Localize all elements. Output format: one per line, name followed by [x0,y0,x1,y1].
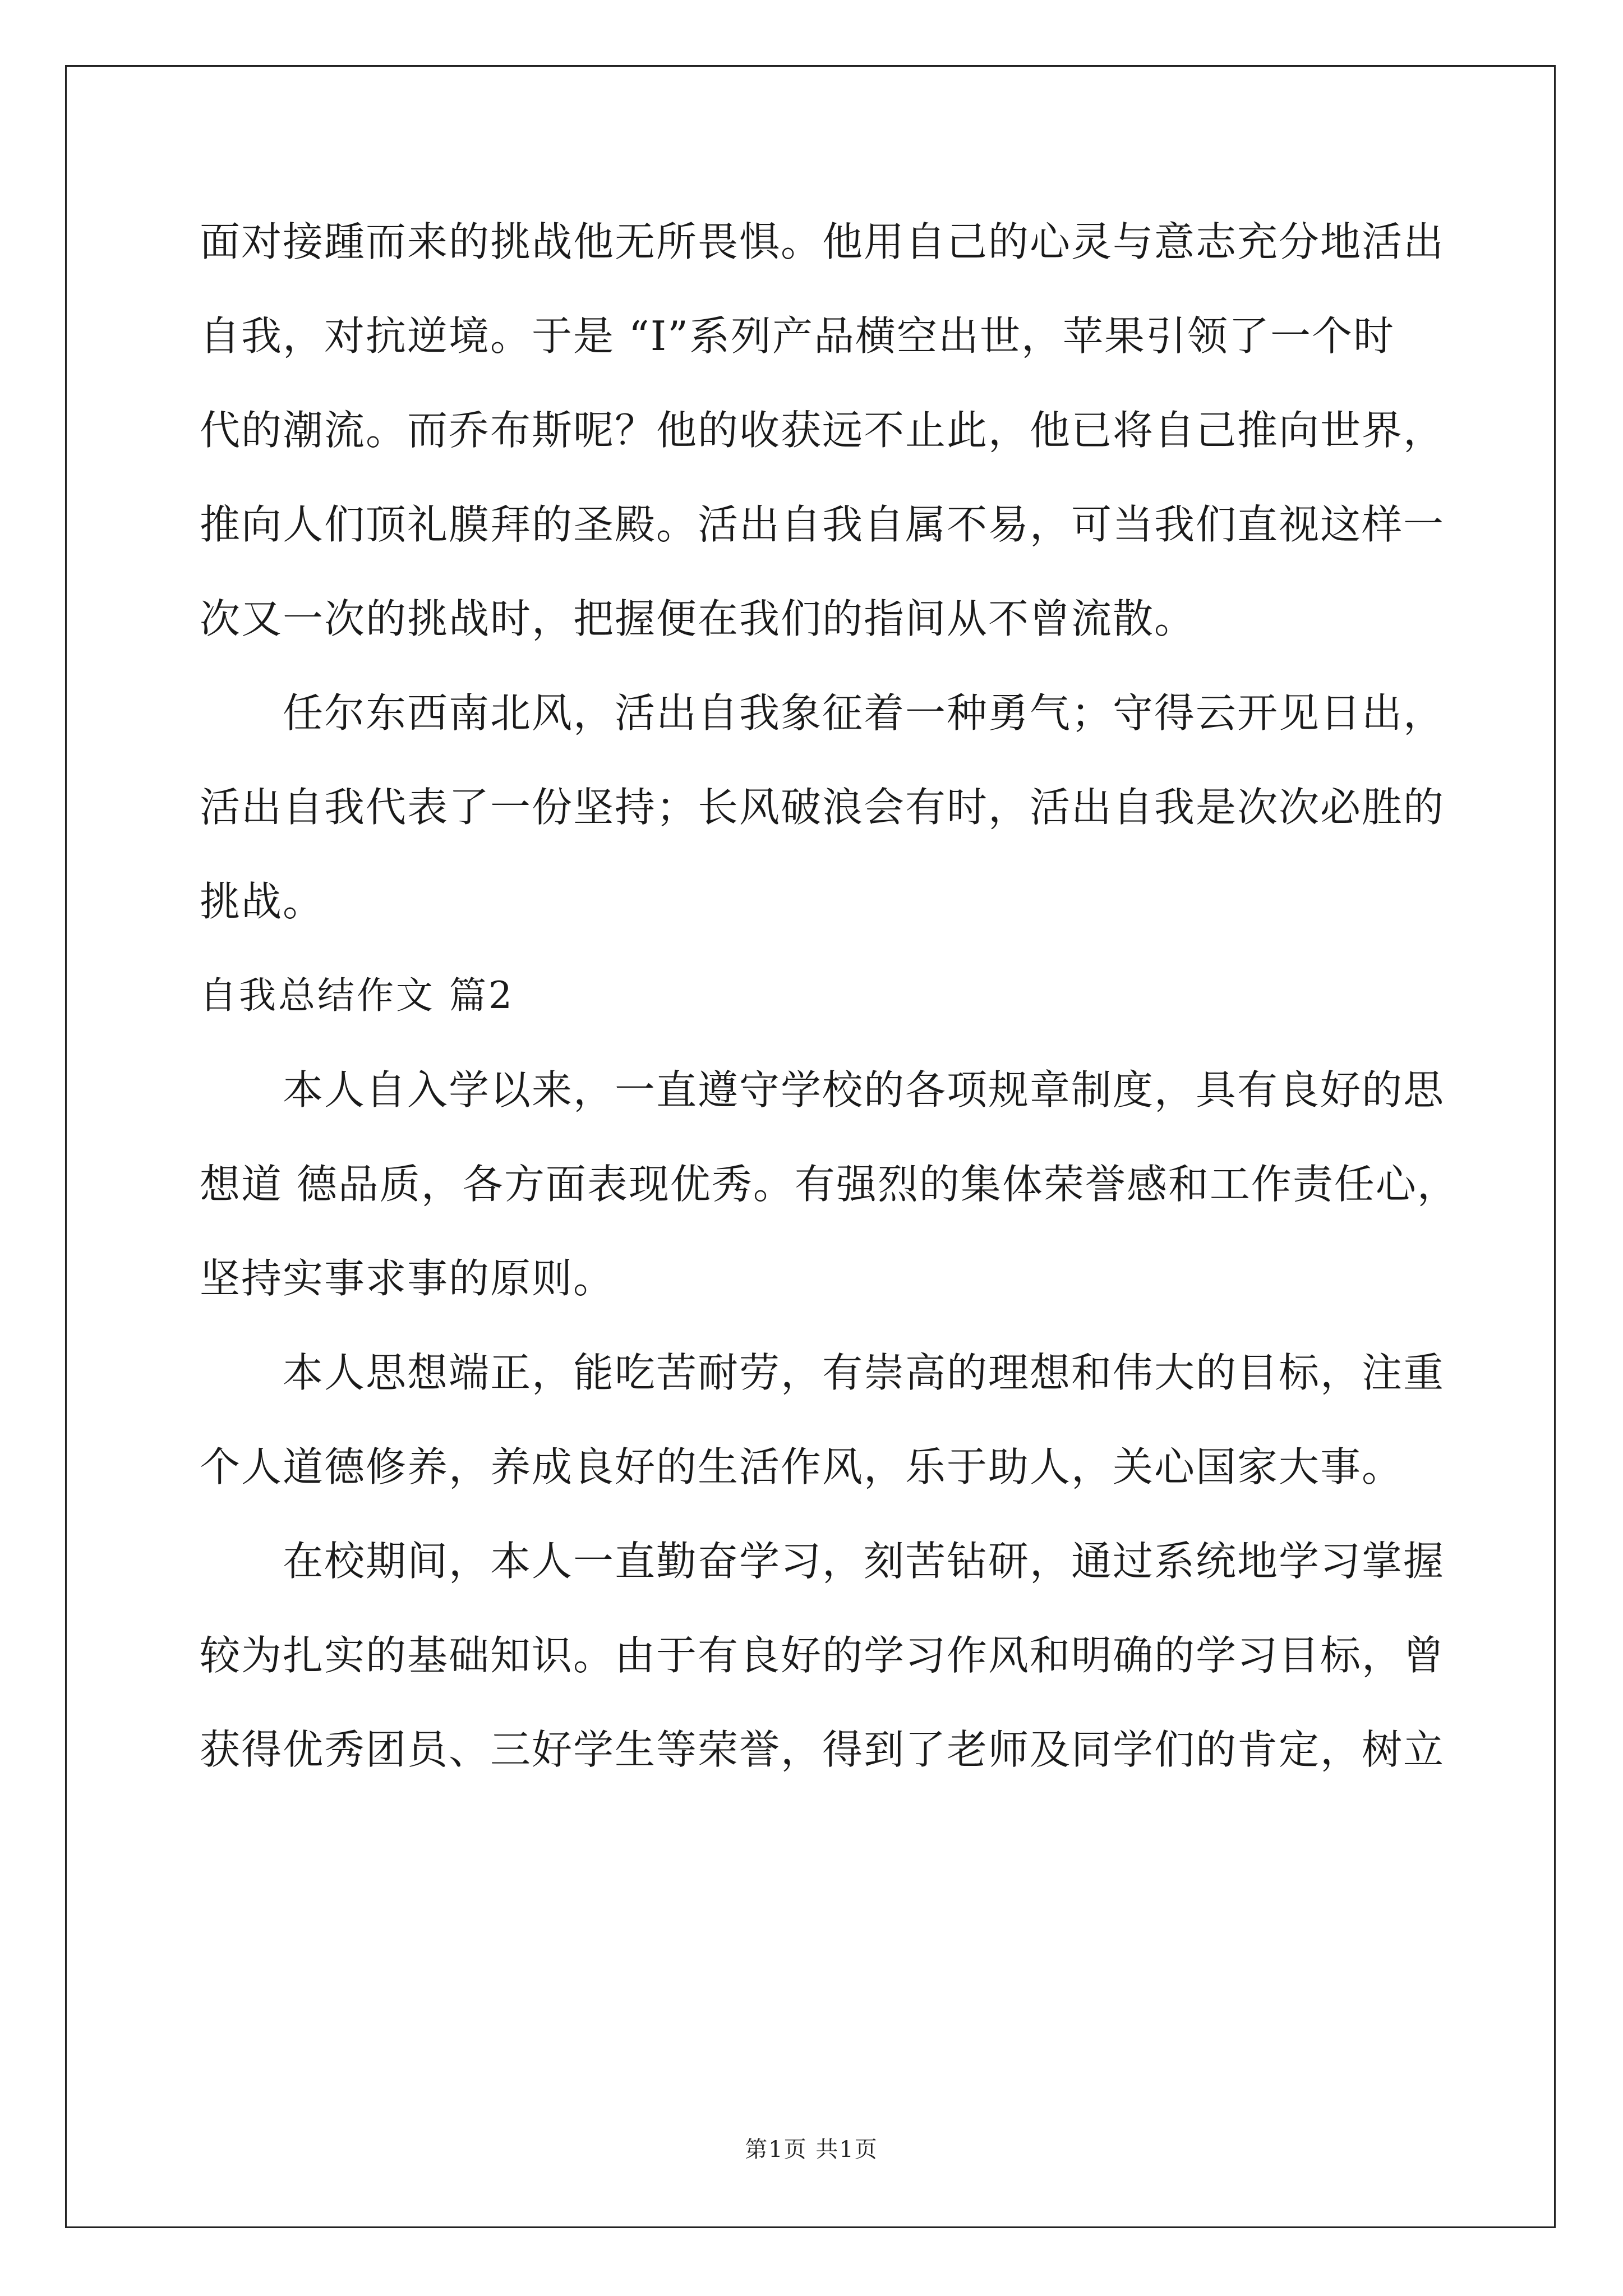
paragraph [200,1538,1445,1773]
text-line: 想道 德品质，各方面表现优秀。有强烈的集体荣誉感和工作责任心， [200,1161,1459,1208]
section-heading: 自我总结作文 篇2 [200,974,514,1017]
text-line: 个人道德修养，养成良好的生活作风，乐于助人，关心国家大事。 [200,1443,1404,1490]
text-line: 在校期间，本人一直勤奋学习，刻苦钻研，通过系统地学习掌握 [283,1538,1445,1585]
text-line: 坚持实事求事的原则。 [200,1255,615,1302]
text-line: 代的潮流。而乔布斯呢？他的收获远不止此，他已将自己推向世界， [200,407,1445,454]
text-line: 本人自入学以来，一直遵守学校的各项规章制度，具有良好的思 [283,1066,1445,1114]
text-line: 次又一次的挑战时，把握便在我们的指间从不曾流散。 [200,595,1196,642]
paragraph [200,689,1445,925]
text-line: 面对接踵而来的挑战他无所畏惧。他用自己的心灵与意志充分地活出 [200,218,1445,265]
text-line: 获得优秀团员、三好学生等荣誉，得到了老师及同学们的肯定，树立 [200,1726,1445,1773]
text-line: 活出自我代表了一份坚持；长风破浪会有时，活出自我是次次必胜的 [200,784,1445,831]
paragraph [200,1349,1445,1490]
paragraph [200,1066,1459,1302]
paragraph [200,218,1445,642]
text-line: 较为扎实的基础知识。由于有良好的学习作风和明确的学习目标，曾 [200,1632,1445,1679]
text-line: 推向人们顶礼膜拜的圣殿。活出自我自属不易，可当我们直视这样一 [200,501,1445,548]
text-line: 自我，对抗逆境。于是 “I”系列产品横空出世，苹果引领了一个时 [200,312,1395,360]
document-body [200,218,1459,1824]
page-footer: 第1页 共1页 [745,2137,878,2162]
text-line: 任尔东西南北风，活出自我象征着一种勇气；守得云开见日出， [283,689,1445,737]
text-line: 挑战。 [200,878,325,925]
text-line: 本人思想端正，能吃苦耐劳，有崇高的理想和伟大的目标，注重 [283,1349,1445,1396]
